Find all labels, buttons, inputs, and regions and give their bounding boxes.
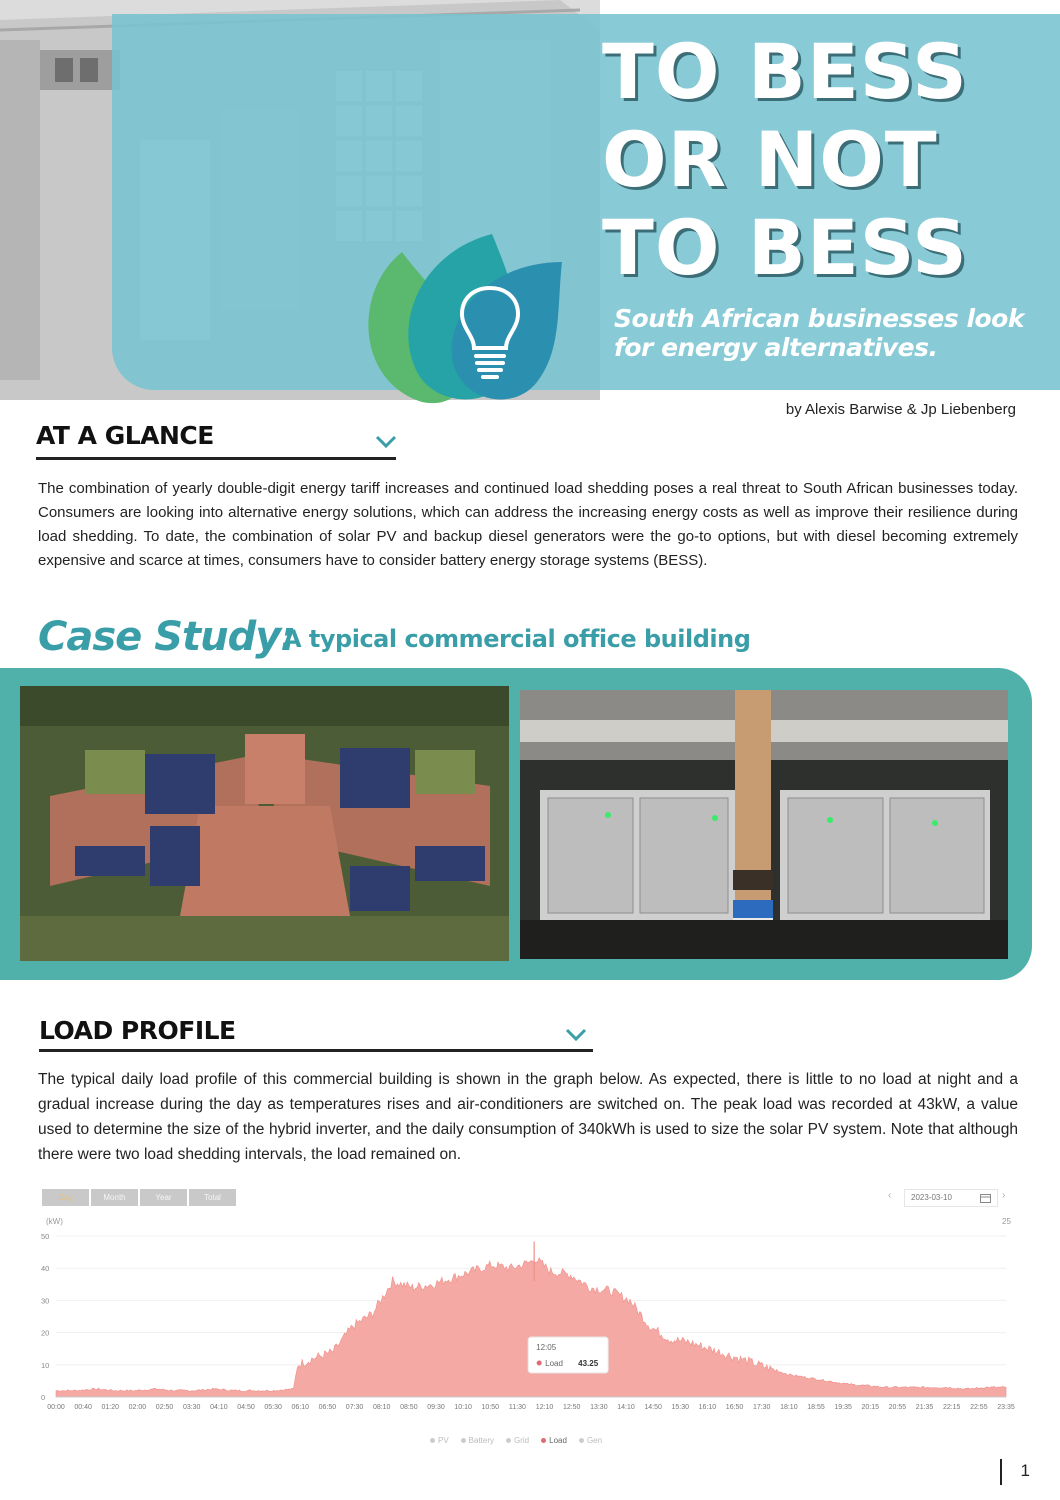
x-tick-label: 10:50 [481,1404,500,1411]
x-tick-label: 08:50 [400,1404,418,1411]
subtitle [614,304,1034,362]
x-tick-label: 02:00 [128,1404,147,1411]
chevron-down-icon[interactable] [565,1028,587,1042]
at-a-glance-body: The combination of yearly double-digit energy tariff increases and continued load shedding poses a real threat to South African businesses today. Consumers are looking into alternative energy solutions, which can address the increasing energy costs as well as improve their resilience during load shedding. To date, the combination of solar PV and backup diesel generators were the go-to options, but with diesel becoming extremely expensive and scarce at times, consumers have to consider battery energy storage systems (BESS). [38,480,1018,569]
x-tick-label: 09:30 [427,1404,445,1411]
x-tick-label: 06:50 [318,1404,337,1411]
legend-battery[interactable] [461,1436,494,1445]
x-tick-label: 01:20 [101,1404,120,1411]
legend-load[interactable] [541,1436,567,1445]
x-tick-label: 18:10 [780,1404,798,1411]
x-tick-label: 05:30 [264,1404,282,1411]
legend-label: PV [438,1436,449,1445]
aerial-building-photo [20,686,509,961]
prev-date-button[interactable]: ‹ [888,1190,892,1201]
x-tick-label: 17:30 [752,1404,771,1411]
legend-dot [579,1438,584,1443]
x-tick-label: 08:10 [372,1404,391,1411]
date-value: 2023-03-10 [911,1193,952,1202]
tab-total[interactable]: Total [189,1189,236,1206]
load-profile-rule [39,1049,593,1052]
x-tick-label: 21:35 [915,1404,934,1411]
legend-pv[interactable] [430,1436,449,1445]
x-tick-label: 16:10 [698,1404,717,1411]
battery-cabinets-photo [520,690,1008,959]
y-axis-label: (kW) [46,1217,63,1226]
load-profile-heading: LOAD PROFILE [39,1016,236,1045]
legend-grid[interactable] [506,1436,529,1445]
legend-dot [461,1438,466,1443]
page-number: 1 [1020,1461,1030,1480]
hero-header [0,0,1060,420]
tooltip-time: 12:05 [536,1343,557,1353]
x-tick-label: 02:50 [155,1404,174,1411]
case-study-subtitle: A typical commercial office building [283,625,751,653]
tab-year[interactable]: Year [140,1189,187,1206]
tooltip-series: Load [545,1359,563,1369]
title-line-3: TO BESS [602,203,968,292]
x-tick-label: 20:55 [888,1404,907,1411]
load-profile-body: The typical daily load profile of this commercial building is shown in the graph below. As expected, there is little to no load at night and a gradual increase during the day as temperatures rises and air-conditioners are switched on. The peak load was recorded at 43kW, a value used to determine the size of the hybrid inverter, and the daily consumption of 340kWh is used to size the solar PV system. Note that although there were two load shedding intervals, the load remained on. [38,1071,1018,1163]
x-tick-label: 07:30 [345,1404,364,1411]
x-tick-label: 00:40 [74,1404,92,1411]
y-tick-label: 40 [41,1264,50,1274]
legend-label: Battery [468,1436,495,1445]
y-tick-label: 10 [41,1360,50,1370]
tab-month[interactable]: Month [91,1189,138,1206]
x-tick-label: 14:50 [644,1404,662,1411]
legend-label: Gen [586,1436,603,1445]
x-tick-label: 00:00 [47,1404,65,1411]
at-a-glance-rule [36,457,396,460]
y-tick-label: 20 [41,1328,50,1338]
y-tick-label: 50 [41,1232,50,1241]
title-line-2: OR NOT [602,115,938,204]
legend-dot [506,1438,511,1443]
x-tick-label: 22:55 [970,1404,988,1411]
legend-dot [541,1438,546,1443]
legend-label: Load [549,1436,567,1445]
x-tick-label: 22:15 [942,1404,961,1411]
x-tick-label: 16:50 [725,1404,744,1411]
load-profile-chart [38,1182,1022,1452]
subtitle-line-2: for energy alternatives. [614,333,938,362]
x-tick-label: 12:50 [562,1404,581,1411]
subtitle-line-1: South African businesses look [614,304,1024,333]
x-tick-label: 15:30 [671,1404,690,1411]
x-tick-label: 03:30 [182,1404,201,1411]
at-a-glance-heading: AT A GLANCE [36,421,214,450]
tooltip-dot [537,1361,542,1366]
x-tick-label: 04:50 [237,1404,255,1411]
x-tick-label: 23:35 [997,1404,1015,1411]
load-area [56,1258,1006,1397]
right-axis-label: 25 [1002,1217,1011,1226]
tab-day[interactable]: Day [42,1189,89,1206]
title-line-1: TO BESS [602,27,968,116]
x-tick-label: 06:10 [291,1404,310,1411]
x-tick-label: 18:55 [807,1404,825,1411]
legend-gen[interactable] [579,1436,602,1445]
x-tick-label: 04:10 [210,1404,228,1411]
legend-dot [430,1438,435,1443]
byline: by Alexis Barwise & Jp Liebenberg [785,401,1016,418]
x-tick-label: 13:30 [590,1404,608,1411]
page-number-bar [1000,1459,1002,1485]
chevron-down-icon[interactable] [375,435,397,449]
main-title [602,28,1042,292]
case-study-title: Case Study: [38,614,296,660]
leaf-logo [362,232,568,412]
y-tick-label: 0 [41,1393,46,1402]
tooltip-value: 43.25 [578,1359,599,1369]
x-tick-label: 11:30 [508,1404,526,1411]
legend-label: Grid [514,1436,530,1445]
x-tick-label: 14:10 [617,1404,635,1411]
chart-legend [430,1436,602,1445]
next-date-button[interactable]: › [1002,1190,1006,1201]
x-tick-label: 10:10 [454,1404,472,1411]
x-tick-label: 19:35 [834,1404,852,1411]
chart-plot [38,1182,1022,1432]
x-tick-label: 12:10 [535,1404,554,1411]
x-tick-label: 20:15 [861,1404,880,1411]
y-tick-label: 30 [41,1296,50,1306]
